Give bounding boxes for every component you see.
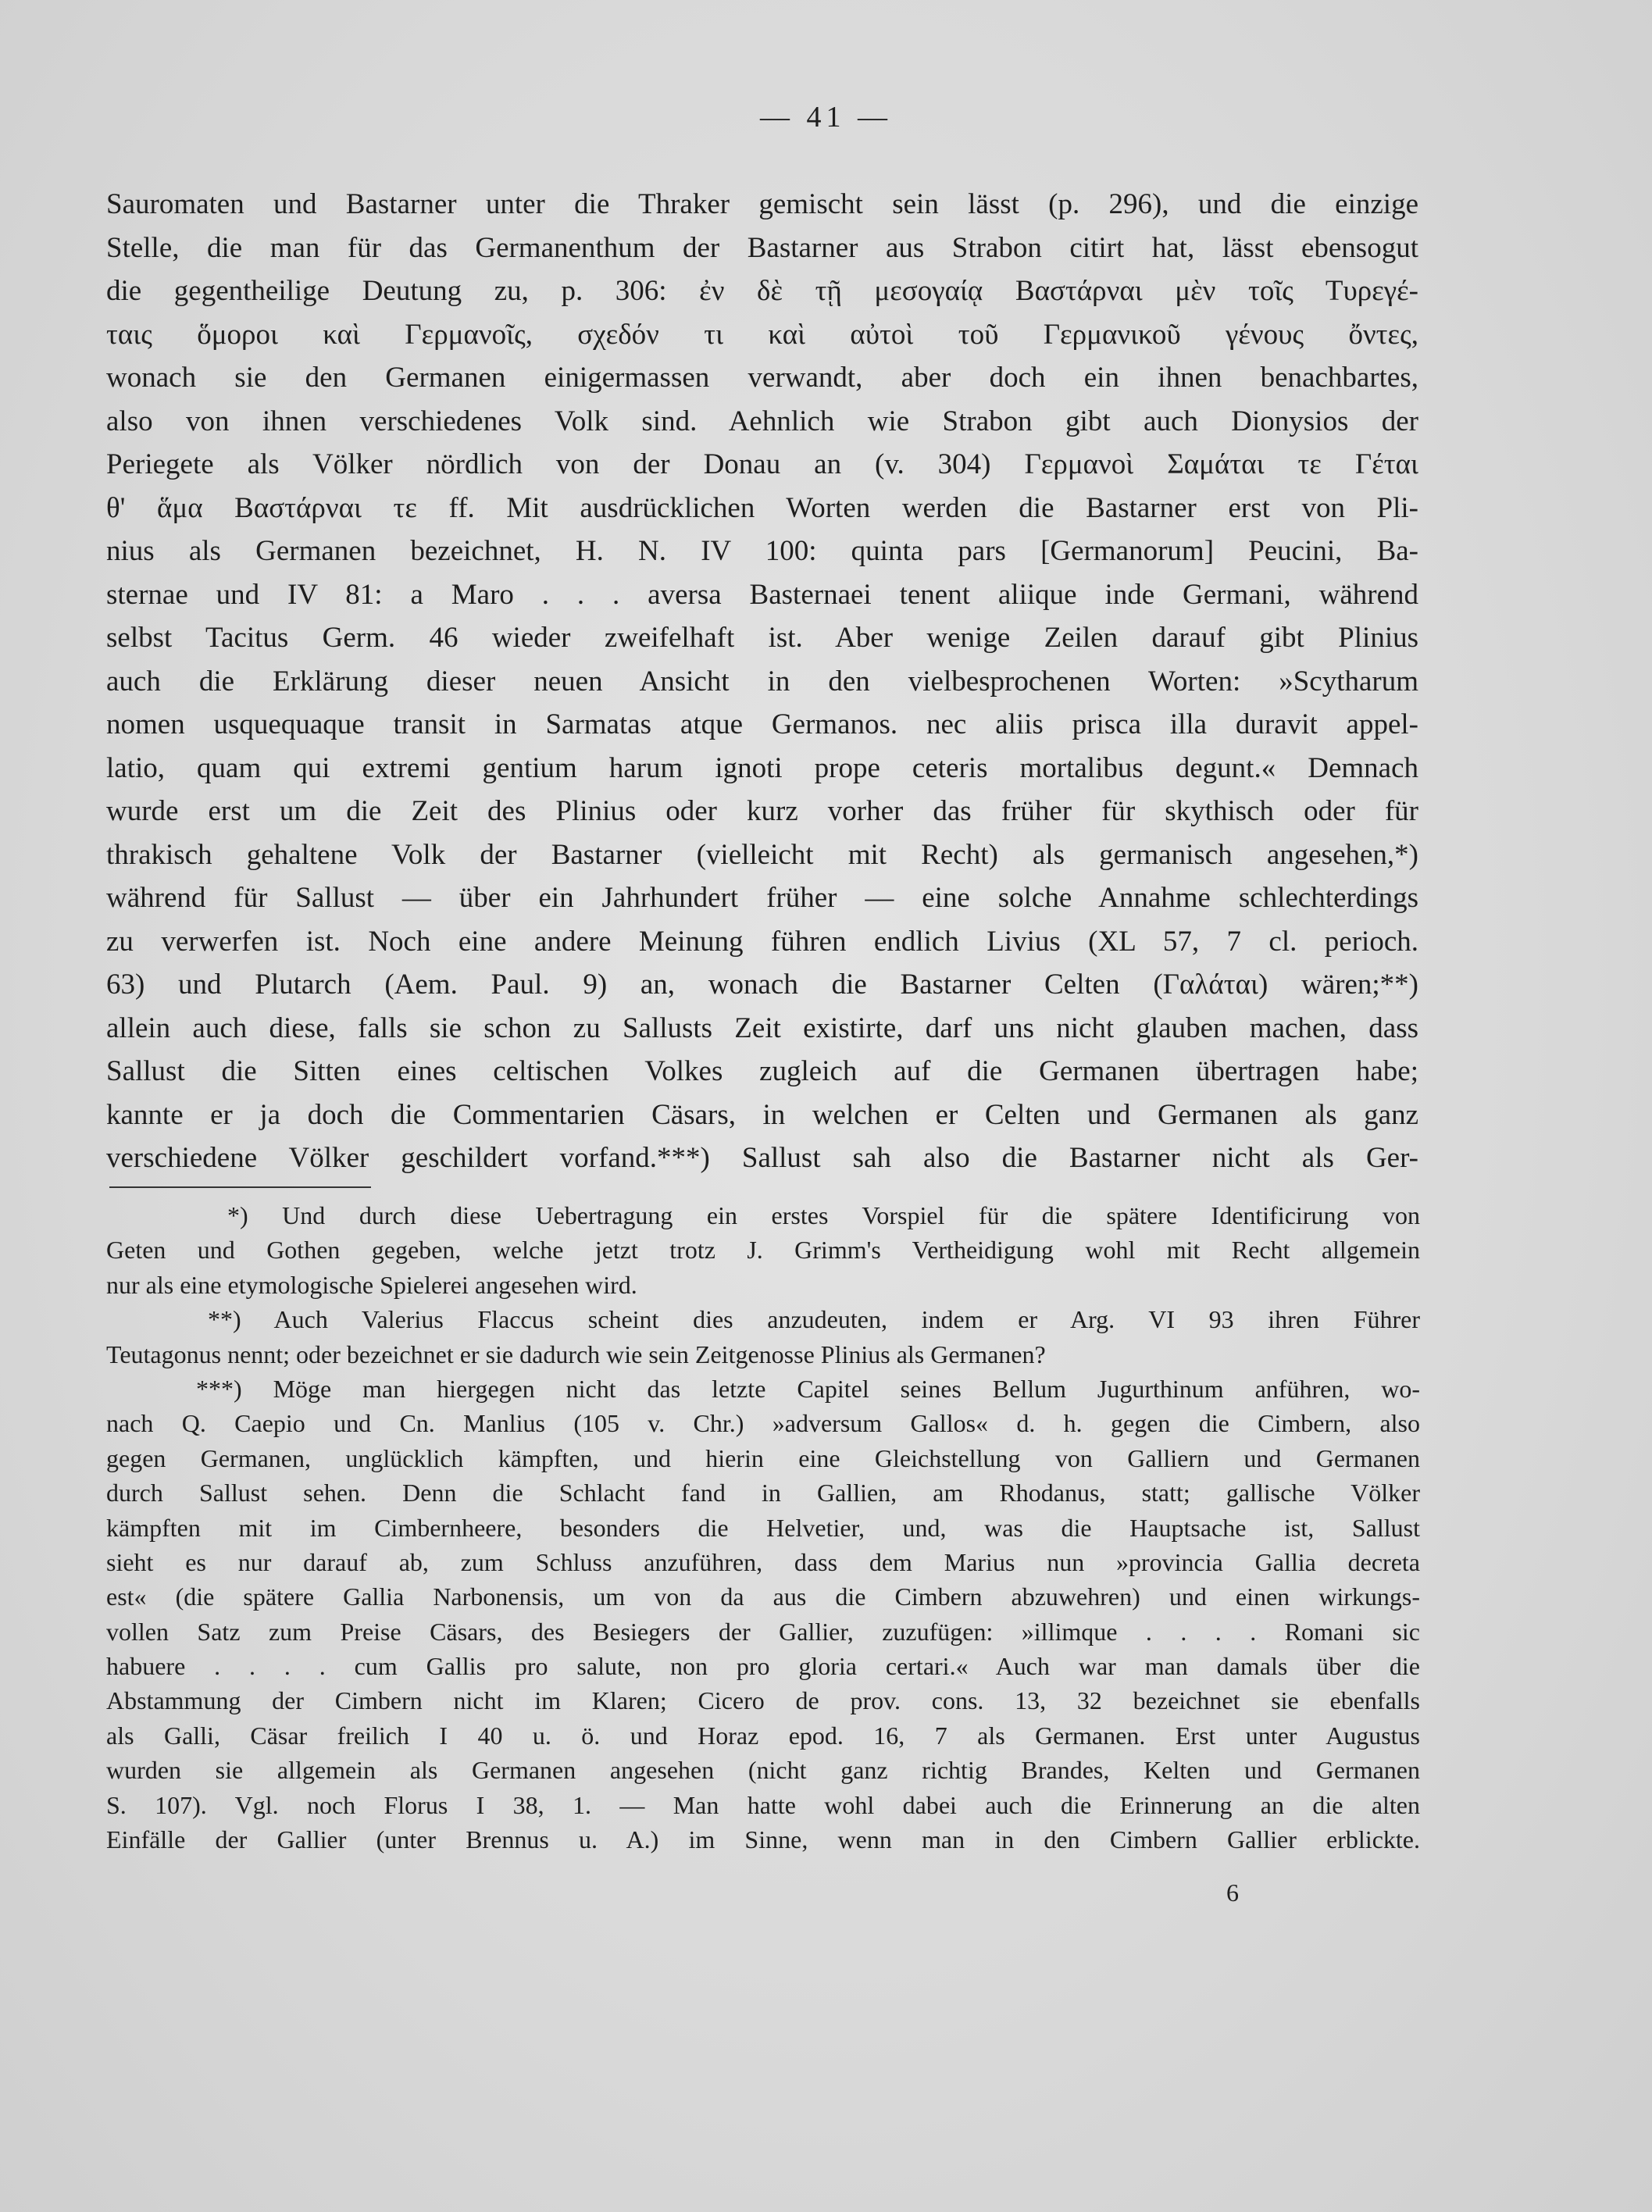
text-line: während für Sallust — über ein Jahrhundert früher — eine solche Annahme schlechterdings [106, 882, 1418, 914]
text-line: nomen usquequaque transit in Sarmatas atque Germanos. nec aliis prisca illa duravit appel- [106, 708, 1418, 740]
footnote-line: Teutagonus nennt; oder bezeichnet er sie dadurch wie sein Zeitgenosse Plinius als Germanen? [106, 1340, 1046, 1368]
text-line: wurde erst um die Zeit des Plinius oder kurz vorher das früher für skythisch oder für [106, 795, 1418, 827]
text-line: ταις ὅμοροι καὶ Γερμανοῖς, σχεδόν τι καὶ αὐτοὶ τοῦ Γερμανικοῦ γένους ὄντες, [106, 318, 1418, 351]
text-line: thrakisch gehaltene Volk der Bastarner (vielleicht mit Recht) als germanisch angesehen,*) [106, 838, 1418, 871]
text-line: Periegete als Völker nördlich von der Donau an (v. 304) Γερμανοὶ Σαμάται τε Γέται [106, 448, 1418, 480]
footnote-divider [109, 1186, 371, 1188]
footnote-line: sieht es nur darauf ab, zum Schluss anzuführen, dass dem Marius nun »provincia Gallia decreta [106, 1547, 1420, 1576]
footnote-line: als Galli, Cäsar freilich I 40 u. ö. und Horaz epod. 16, 7 als Germanen. Erst unter Augustus [106, 1721, 1420, 1750]
text-line: sternae und IV 81: a Maro . . . aversa Basternaei tenent aliique inde Germani, während [106, 578, 1418, 611]
text-line: auch die Erklärung dieser neuen Ansicht in den vielbesprochenen Worten: »Scytharum [106, 665, 1418, 697]
footnote-line: **) Auch Valerius Flaccus scheint dies anzudeuten, indem er Arg. VI 93 ihren Führer [208, 1305, 1420, 1334]
text-line: zu verwerfen ist. Noch eine andere Meinung führen endlich Livius (XL 57, 7 cl. perioch. [106, 925, 1418, 958]
footnote-line: habuere . . . . cum Gallis pro salute, non pro gloria certari.« Auch war man damals über die [106, 1652, 1420, 1681]
footnote-line: *) Und durch diese Uebertragung ein erstes Vorspiel für die spätere Identificirung von [227, 1201, 1420, 1229]
page-number-header: — 41 — [760, 101, 892, 134]
text-line: Sauromaten und Bastarner unter die Thraker gemischt sein lässt (p. 296), und die einzige [106, 188, 1418, 220]
footnote-line: S. 107). Vgl. noch Florus I 38, 1. — Man hatte wohl dabei auch die Erinnerung an die alten [106, 1790, 1420, 1819]
footnote-line: gegen Germanen, unglücklich kämpften, und hierin eine Gleichstellung von Galliern und Germanen [106, 1443, 1420, 1472]
footnote-line: durch Sallust sehen. Denn die Schlacht fand in Gallien, am Rhodanus, statt; gallische Völker [106, 1479, 1420, 1507]
text-line: latio, quam qui extremi gentium harum ignoti prope ceteris mortalibus degunt.« Demnach [106, 751, 1418, 784]
footnote-line: vollen Satz zum Preise Cäsars, des Besiegers der Gallier, zuzufügen: »illimque . . . . Romani sic [106, 1617, 1420, 1646]
text-line: kannte er ja doch die Commentarien Cäsars, in welchen er Celten und Germanen als ganz [106, 1098, 1418, 1131]
footnote-line: nach Q. Caepio und Cn. Manlius (105 v. Chr.) »adversum Gallos« d. h. gegen die Cimbern, also [106, 1409, 1420, 1438]
text-line: 63) und Plutarch (Aem. Paul. 9) an, wonach die Bastarner Celten (Γαλάται) wären;**) [106, 969, 1418, 1001]
text-line: die gegentheilige Deutung zu, p. 306: ἐν δὲ τῇ μεσογαίᾳ Βαστάρναι μὲν τοῖς Τυρεγέ- [106, 275, 1418, 307]
footnote-line: wurden sie allgemein als Germanen angesehen (nicht ganz richtig Brandes, Kelten und Germanen [106, 1756, 1420, 1785]
text-line: allein auch diese, falls sie schon zu Sallusts Zeit existirte, darf uns nicht glauben machen, dass [106, 1011, 1418, 1044]
text-line: verschiedene Völker geschildert vorfand.***) Sallust sah also die Bastarner nicht als Ger- [106, 1142, 1418, 1174]
footnote-line: nur als eine etymologische Spielerei angesehen wird. [106, 1270, 637, 1299]
footnote-line: kämpften mit im Cimbernheere, besonders die Helvetier, und, was die Hauptsache ist, Sallust [106, 1513, 1420, 1542]
footnote-line: est« (die spätere Gallia Narbonensis, um von da aus die Cimbern abzuwehren) und einen wirkungs- [106, 1582, 1420, 1611]
text-line: Stelle, die man für das Germanenthum der Bastarner aus Strabon citirt hat, lässt ebensogut [106, 231, 1418, 264]
footnote-line: Abstammung der Cimbern nicht im Klaren; Cicero de prov. cons. 13, 32 bezeichnet sie ebenfalls [106, 1686, 1420, 1715]
footnote-line: Geten und Gothen gegeben, welche jetzt trotz J. Grimm's Vertheidigung wohl mit Recht allgemein [106, 1236, 1420, 1265]
footnote-line: Einfälle der Gallier (unter Brennus u. A.) im Sinne, wenn man in den Cimbern Gallier erblickte. [106, 1825, 1420, 1854]
text-line: θ' ἅμα Βαστάρναι τε ff. Mit ausdrücklichen Worten werden die Bastarner erst von Pli- [106, 491, 1418, 524]
text-line: Sallust die Sitten eines celtischen Volkes zugleich auf die Germanen übertragen habe; [106, 1055, 1418, 1087]
footnote-line: ***) Möge man hiergegen nicht das letzte Capitel seines Bellum Jugurthinum anführen, wo- [196, 1374, 1420, 1403]
footnotes [106, 1198, 1420, 1857]
text-line: wonach sie den Germanen einigermassen verwandt, aber doch ein ihnen benachbartes, [106, 362, 1418, 394]
text-line: selbst Tacitus Germ. 46 wieder zweifelhaft ist. Aber wenige Zeilen darauf gibt Plinius [106, 622, 1418, 654]
text-line: also von ihnen verschiedenes Volk sind. Aehnlich wie Strabon gibt auch Dionysios der [106, 405, 1418, 437]
signature-mark: 6 [1226, 1878, 1239, 1907]
text-line: nius als Germanen bezeichnet, H. N. IV 100: quinta pars [Germanorum] Peucini, Ba- [106, 535, 1418, 567]
main-text [106, 183, 1418, 1180]
